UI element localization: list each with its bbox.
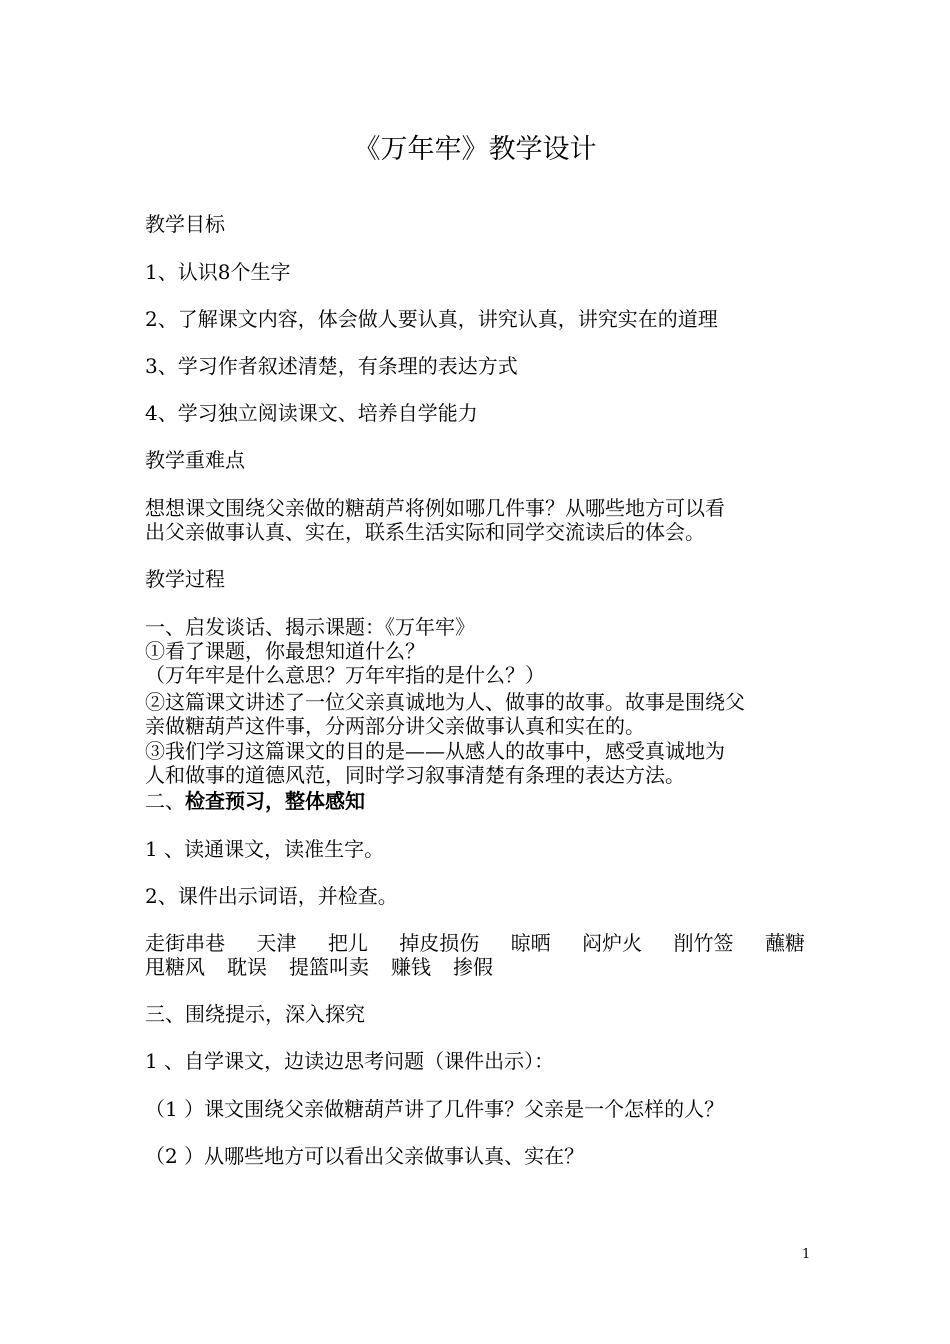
section-item: 2、课件出示词语，并检查。 — [145, 884, 398, 908]
section-heading: 一、启发谈话、揭示课题：《万年牢》 — [145, 615, 475, 639]
question-item: （1 ）课文围绕父亲做糖葫芦讲了几件事？父亲是一个怎样的人？ — [145, 1097, 725, 1121]
question-item: （2 ）从哪些地方可以看出父亲做事认真、实在？ — [145, 1144, 585, 1168]
vocabulary-word: 甩糖风 — [145, 955, 205, 979]
section-heading — [145, 788, 365, 814]
vocabulary-word: 晾晒 — [510, 931, 551, 955]
vocabulary-word: 削竹签 — [673, 931, 734, 955]
vocabulary-word: 天津 — [256, 931, 297, 955]
process-heading: 教学过程 — [145, 567, 225, 591]
objective-item: 2、了解课文内容，体会做人要认真，讲究认真，讲究实在的道理 — [145, 307, 718, 331]
section-line: （万年牢是什么意思？万年牢指的是什么？） — [145, 663, 545, 687]
vocabulary-word: 赚钱 — [391, 955, 431, 979]
section-heading: 三、围绕提示，深入探究 — [145, 1002, 365, 1026]
vocabulary-word: 走街串巷 — [145, 931, 225, 955]
vocabulary-row — [145, 954, 805, 980]
section-heading-bold: 检查预习，整体感知 — [185, 789, 365, 813]
vocabulary-word: 蘸糖 — [764, 931, 805, 955]
key-points-line: 出父亲做事认真、实在，联系生活实际和同学交流读后的体会。 — [145, 520, 705, 544]
objectives-heading: 教学目标 — [145, 212, 225, 236]
vocabulary-word: 闷炉火 — [582, 931, 643, 955]
section-line: ①看了课题，你最想知道什么？ — [145, 639, 425, 663]
section-line: 人和做事的道德风范，同时学习叙事清楚有条理的表达方法。 — [145, 763, 685, 787]
key-points-line: 想想课文围绕父亲做的糖葫芦将例如哪几件事？从哪些地方可以看 — [145, 496, 725, 520]
page-number: 1 — [802, 1247, 811, 1262]
section-item: 1 、读通课文，读准生字。 — [145, 837, 385, 861]
vocabulary-word: 耽误 — [227, 955, 267, 979]
vocabulary-word: 掺假 — [453, 955, 493, 979]
objective-item: 4、学习独立阅读课文、培养自学能力 — [145, 401, 478, 425]
document-title: 《万年牢》教学设计 — [353, 134, 597, 165]
vocabulary-word: 掉皮损伤 — [399, 931, 480, 955]
objective-item: 1、认识8个生字 — [145, 260, 291, 284]
section-item: 1 、自学课文，边读边思考问题（课件出示）： — [145, 1049, 555, 1073]
vocabulary-word: 提篮叫卖 — [289, 955, 369, 979]
section-line: ③我们学习这篇课文的目的是——从感人的故事中，感受真诚地为 — [145, 739, 725, 763]
objective-item: 3、学习作者叙述清楚，有条理的表达方式 — [145, 354, 518, 378]
section-line: ②这篇课文讲述了一位父亲真诚地为人、做事的故事。故事是围绕父 — [145, 690, 745, 714]
section-heading-prefix: 二、 — [145, 789, 185, 813]
vocabulary-word: 把儿 — [327, 931, 368, 955]
key-points-heading: 教学重难点 — [145, 448, 245, 472]
section-line: 亲做糖葫芦这件事，分两部分讲父亲做事认真和实在的。 — [145, 714, 645, 738]
vocabulary-row — [145, 930, 805, 956]
